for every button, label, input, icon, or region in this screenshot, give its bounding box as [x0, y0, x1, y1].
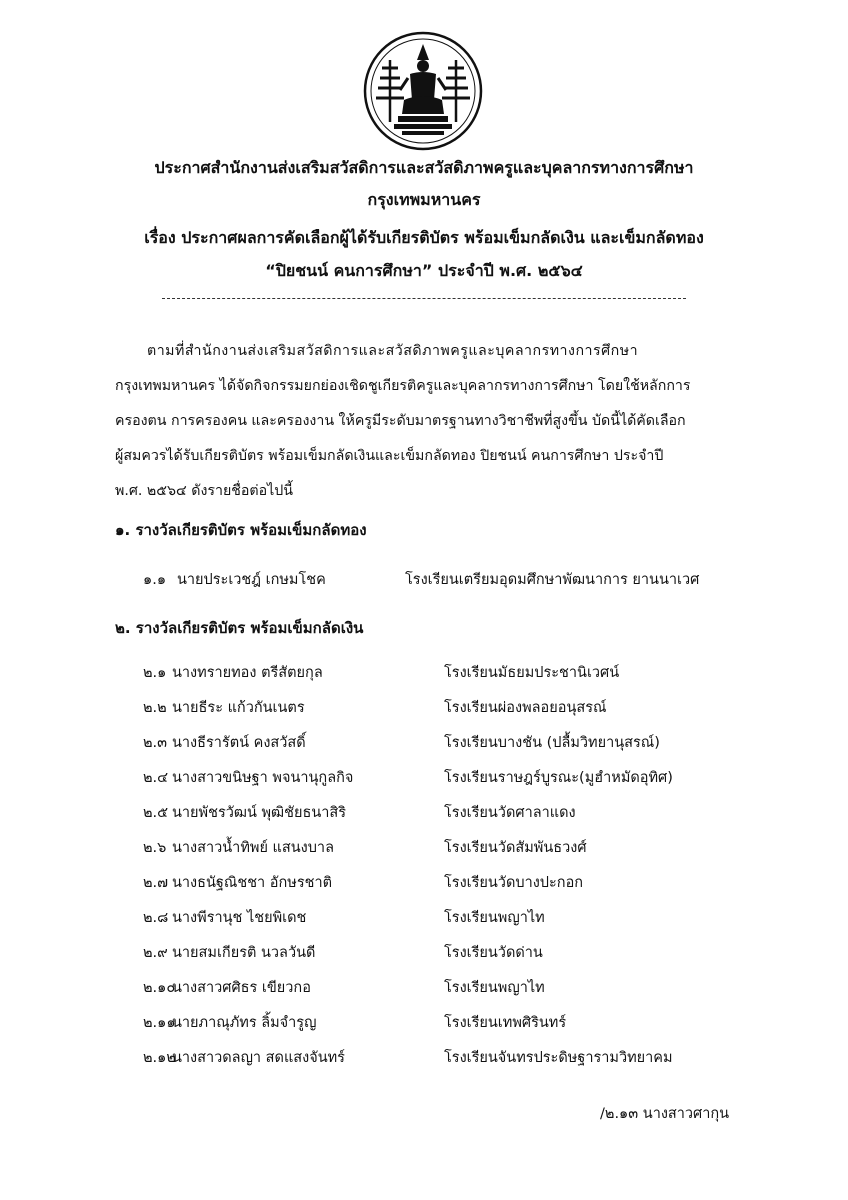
paragraph-line: ผู้สมควรได้รับเกียรติบัตร พร้อมเข็มกลัดเงินและเข็มกลัดทอง ปิยชนน์ คนการศึกษา ประจำปี — [115, 448, 664, 464]
award-entry — [0, 764, 848, 792]
entry-school: โรงเรียนเตรียมอุดมศึกษาพัฒนาการ ยานนาเวศ — [405, 572, 700, 588]
entry-name: นางสาวน้ำทิพย์ แสนงบาล — [172, 840, 334, 856]
entry-number: ๒.๑๐ — [143, 980, 176, 996]
entry-school: โรงเรียนจันทรประดิษฐารามวิทยาคม — [444, 1050, 673, 1066]
paragraph-line: พ.ศ. ๒๕๖๔ ดังรายชื่อต่อไปนี้ — [115, 483, 293, 499]
award-entry — [0, 1044, 848, 1072]
entry-school: โรงเรียนมัธยมประชานิเวศน์ — [444, 665, 620, 681]
entry-name: นางสาวขนิษฐา พจนานุกูลกิจ — [172, 770, 354, 786]
entry-number: ๒.๔ — [143, 770, 169, 786]
entry-number: ๑.๑ — [143, 572, 167, 588]
award-entry — [0, 659, 848, 687]
award-entry — [0, 974, 848, 1002]
entry-number: ๒.๑ — [143, 665, 167, 681]
entry-name: นายประเวชฎ์ เกษมโชค — [177, 572, 326, 588]
entry-school: โรงเรียนเทพศิรินทร์ — [444, 1015, 567, 1031]
entry-name: นางสาวดลญา สดแสงจันทร์ — [172, 1050, 345, 1066]
section-gold-award-title: ๑. รางวัลเกียรติบัตร พร้อมเข็มกลัดทอง — [115, 521, 367, 539]
entry-name: นายธีระ แก้วกันเนตร — [172, 700, 305, 716]
entry-number: ๒.๒ — [143, 700, 167, 716]
entry-number: ๒.๙ — [143, 945, 168, 961]
entry-name: นายภาณุภัทร ลิ้มจำรูญ — [172, 1015, 317, 1031]
paragraph-line: ครองตน การครองคน และครองงาน ให้ครูมีระดับมาตรฐานทางวิชาชีพที่สูงขึ้น บัดนี้ได้คัดเลือก — [115, 413, 686, 429]
entry-school: โรงเรียนผ่องพลอยอนุสรณ์ — [444, 700, 607, 716]
award-entry — [0, 694, 848, 722]
entry-name: นายสมเกียรติ นวลวันดี — [172, 945, 316, 961]
award-entry — [0, 729, 848, 757]
award-entry — [0, 869, 848, 897]
entry-number: ๒.๕ — [143, 805, 169, 821]
entry-number: ๒.๘ — [143, 910, 169, 926]
award-entry — [0, 566, 848, 594]
entry-number: ๒.๗ — [143, 875, 169, 891]
entry-number: ๒.๑๑ — [143, 1015, 176, 1031]
entry-number: ๒.๑๒ — [143, 1050, 176, 1066]
announcement-title: ประกาศสำนักงานส่งเสริมสวัสดิการและสวัสดิภาพครูและบุคลากรทางการศึกษา — [154, 158, 694, 177]
seal-emblem-icon — [362, 30, 484, 152]
entry-number: ๒.๖ — [143, 840, 167, 856]
award-entry — [0, 1009, 848, 1037]
section-silver-award-title: ๒. รางวัลเกียรติบัตร พร้อมเข็มกลัดเงิน — [115, 619, 364, 637]
entry-school: โรงเรียนวัดด่าน — [444, 945, 543, 961]
page-continuation-note: /๒.๑๓ นางสาวศากุน — [600, 1106, 730, 1122]
entry-name: นางพีรานุช ไชยพิเดช — [172, 910, 307, 926]
paragraph-line: ตามที่สำนักงานส่งเสริมสวัสดิการและสวัสดิภาพครูและบุคลากรทางการศึกษา — [147, 343, 639, 359]
entry-school: โรงเรียนราษฎร์บูรณะ(มูฮำหมัดอุทิศ) — [444, 770, 673, 786]
entry-name: นางสาวศศิธร เขียวกอ — [172, 980, 311, 996]
award-entry — [0, 939, 848, 967]
entry-name: นางธีรารัตน์ คงสวัสดิ์ — [172, 735, 306, 751]
award-entry — [0, 799, 848, 827]
entry-school: โรงเรียนบางชัน (ปลื้มวิทยานุสรณ์) — [444, 735, 660, 751]
entry-name: นายพัชรวัฒน์ พุฒิชัยธนาสิริ — [172, 805, 347, 821]
entry-school: โรงเรียนวัดศาลาแดง — [444, 805, 576, 821]
entry-school: โรงเรียนวัดบางปะกอก — [444, 875, 584, 891]
paragraph-line: กรุงเทพมหานคร ได้จัดกิจกรรมยกย่องเชิดชูเกียรติครูและบุคลากรทางการศึกษา โดยใช้หลักการ — [115, 378, 691, 394]
announcement-subject: เรื่อง ประกาศผลการคัดเลือกผู้ได้รับเกียรติบัตร พร้อมเข็มกลัดเงิน และเข็มกลัดทอง — [144, 228, 704, 247]
header-divider — [162, 298, 686, 299]
entry-name: นางทรายทอง ตรีสัตยกุล — [172, 665, 323, 681]
announcement-subtitle: กรุงเทพมหานคร — [367, 190, 481, 209]
award-entry — [0, 904, 848, 932]
entry-name: นางธนัฐณิชชา อักษรชาติ — [172, 875, 333, 891]
entry-school: โรงเรียนพญาไท — [444, 980, 545, 996]
entry-school: โรงเรียนวัดสัมพันธวงศ์ — [444, 840, 587, 856]
intro-paragraph — [115, 334, 775, 509]
announcement-award-name: “ปิยชนน์ คนการศึกษา” ประจำปี พ.ศ. ๒๕๖๔ — [265, 261, 583, 280]
entry-number: ๒.๓ — [143, 735, 168, 751]
award-entry — [0, 834, 848, 862]
entry-school: โรงเรียนพญาไท — [444, 910, 545, 926]
